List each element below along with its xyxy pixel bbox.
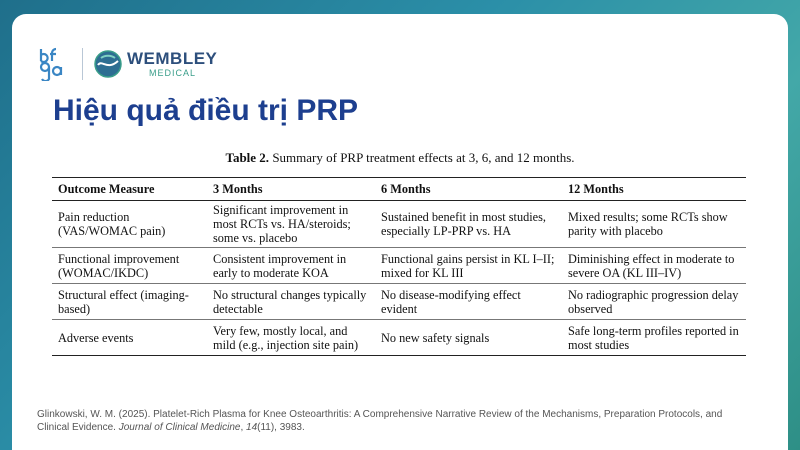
table-cell: Pain reduction (VAS/WOMAC pain) — [52, 201, 207, 248]
table-cell: Structural effect (imaging-based) — [52, 284, 207, 320]
table-header-row — [52, 178, 746, 201]
citation — [37, 408, 757, 434]
table-caption-label: Table 2. — [225, 150, 270, 165]
table-row — [52, 201, 746, 248]
wembley-wordmark — [127, 50, 217, 78]
header-3-months: 3 Months — [207, 178, 375, 201]
table-cell: No disease-modifying effect evident — [375, 284, 562, 320]
table-cell: Safe long-term profiles reported in most studies — [562, 320, 746, 356]
table-cell: No new safety signals — [375, 320, 562, 356]
table-cell: Diminishing effect in moderate to severe OA (KL III–IV) — [562, 248, 746, 284]
table-cell: No structural changes typically detectable — [207, 284, 375, 320]
logo-separator — [82, 48, 83, 80]
table-row — [52, 320, 746, 356]
table-row — [52, 284, 746, 320]
citation-issue: (11), 3983. — [257, 422, 305, 433]
slide-title: Hiệu quả điều trị PRP — [53, 94, 359, 127]
citation-journal: Journal of Clinical Medicine — [118, 422, 241, 433]
citation-sep: , — [240, 422, 247, 433]
table-cell: No radiographic progression delay observed — [562, 284, 746, 320]
table-caption-text: Summary of PRP treatment effects at 3, 6, and 12 months. — [269, 150, 575, 165]
table-cell: Significant improvement in most RCTs vs. HA/steroids; some vs. placebo — [207, 201, 375, 248]
summary-table — [52, 177, 746, 356]
table-cell: Very few, mostly local, and mild (e.g., injection site pain) — [207, 320, 375, 356]
wembley-sub: MEDICAL — [149, 68, 197, 78]
header-6-months: 6 Months — [375, 178, 562, 201]
bfa-logo-icon — [38, 47, 72, 81]
header-outcome: Outcome Measure — [52, 178, 207, 201]
citation-text: Glinkowski, W. M. (2025). Platelet-Rich Plasma for Knee Osteoarthritis: A Comprehensive Narrative Review of the Mechanisms, Preparation Protocols, and Clinical Evidence. — [37, 409, 723, 433]
wembley-name: WEMBLEY — [127, 49, 218, 68]
table-cell: Functional gains persist in KL I–II; mixed for KL III — [375, 248, 562, 284]
table-row — [52, 248, 746, 284]
table-cell: Mixed results; some RCTs show parity with placebo — [562, 201, 746, 248]
table-cell: Sustained benefit in most studies, especially LP-PRP vs. HA — [375, 201, 562, 248]
logo-bar — [38, 46, 217, 82]
slide — [12, 14, 788, 450]
table-cell: Functional improvement (WOMAC/IKDC) — [52, 248, 207, 284]
wembley-globe-icon — [93, 49, 123, 79]
header-12-months: 12 Months — [562, 178, 746, 201]
table-cell: Consistent improvement in early to moderate KOA — [207, 248, 375, 284]
table-cell: Adverse events — [52, 320, 207, 356]
citation-volume: 14 — [246, 422, 258, 433]
table-caption — [12, 150, 788, 166]
